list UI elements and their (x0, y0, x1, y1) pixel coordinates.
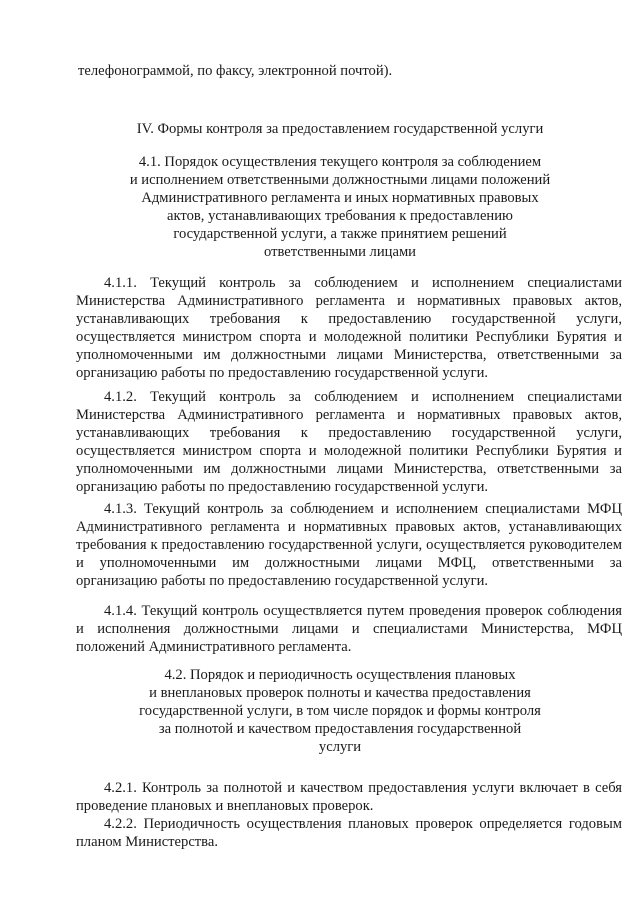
heading-line: услуги (318, 739, 362, 755)
heading-line: государственной услуги, а также принятием решений (173, 226, 507, 242)
paragraph-4-2-1: 4.2.1. Контроль за полнотой и качеством предоставления услуги включает в себя проведение плановых и внеплановых проверок. (76, 780, 622, 814)
heading-line: 4.2. Порядок и периодичность осуществления плановых (164, 667, 516, 683)
paragraph-4-1-4: 4.1.4. Текущий контроль осуществляется путем проведения проверок соблюдения и исполнения должностными лицами и специалистами Министерства, МФЦ положений Административного регламента. (76, 603, 622, 655)
heading-line: за полнотой и качеством предоставления государственной (158, 721, 522, 737)
heading-line: и внеплановых проверок полноты и качества предоставления (149, 685, 531, 701)
heading-line: Административного регламента и иных нормативных правовых (141, 190, 539, 206)
lead-fragment: телефонограммой, по факсу, электронной почтой). (78, 63, 393, 79)
paragraph-4-1-3: 4.1.3. Текущий контроль за соблюдением и исполнением специалистами МФЦ Административного регламента и нормативных правовых актов, устанавливающих требования к предоставлению государственной услуги, осуществляется руководителем и уполномоченными им должностными лицами МФЦ, ответственными за организацию работы по предоставлению государственной услуги. (76, 501, 622, 589)
subsection-heading-4-1 (60, 153, 620, 261)
heading-line: ответственными лицами (263, 244, 416, 260)
heading-line: 4.1. Порядок осуществления текущего контроля за соблюдением (138, 154, 542, 170)
paragraph-4-1-2: 4.1.2. Текущий контроль за соблюдением и исполнением специалистами Министерства Административного регламента и нормативных правовых актов, устанавливающих требования к предоставлению государственной услуги, осуществляется министром спорта и молодежной политики Республики Бурятия и уполномоченными им должностными лицами Министерства, ответственными за организацию работы по предоставлению государственной услуги. (76, 389, 622, 495)
heading-line: актов, устанавливающих требования к предоставлению (167, 208, 513, 224)
paragraph-4-1-1: 4.1.1. Текущий контроль за соблюдением и исполнением специалистами Министерства Административного регламента и нормативных правовых актов, устанавливающих требования к предоставлению государственной услуги, осуществляется министром спорта и молодежной политики Республики Бурятия и уполномоченными им должностными лицами Министерства, ответственными за организацию работы по предоставлению государственной услуги. (76, 275, 622, 381)
paragraph-4-2-2: 4.2.2. Периодичность осуществления плановых проверок определяется годовым планом Министерства. (76, 816, 622, 850)
heading-line: государственной услуги, в том числе порядок и формы контроля (139, 703, 541, 719)
subsection-heading-4-2 (60, 666, 620, 756)
section-heading: IV. Формы контроля за предоставлением государственной услуги (136, 121, 544, 137)
heading-line: и исполнением ответственными должностными лицами положений (129, 172, 551, 188)
